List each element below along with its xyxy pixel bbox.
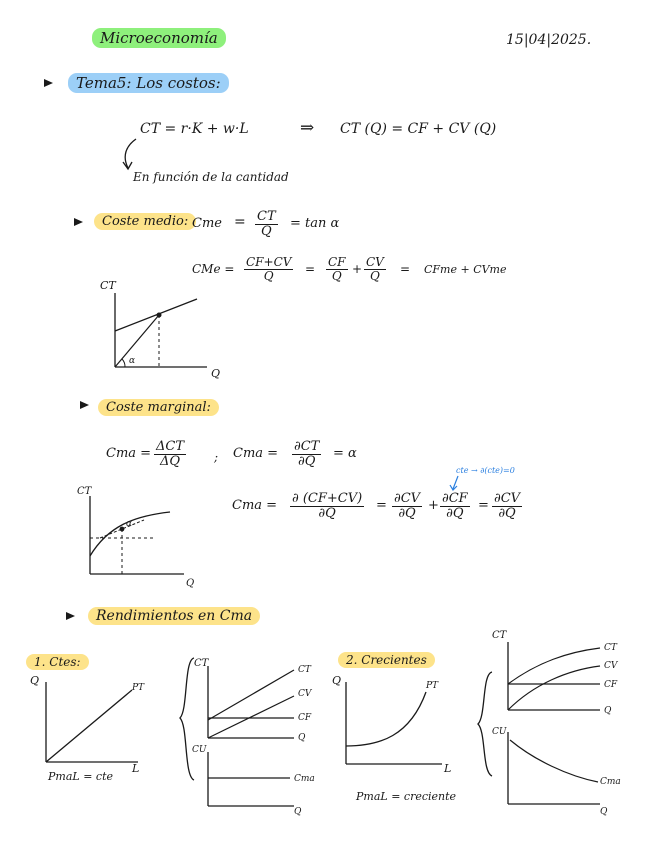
marginal-cost-graph [72, 486, 204, 590]
graph-y-label: Q [30, 674, 40, 687]
ct-over-q-fraction [255, 210, 278, 240]
pma-caption: PmaL = creciente [356, 790, 457, 803]
curve-label-cf: CF [604, 680, 618, 690]
fraction-numerator: ∂ (CF+CV) [292, 491, 363, 506]
implies-arrow: ⇒ [300, 118, 315, 138]
constantes-heading: 1. Ctes: [26, 654, 89, 670]
curve-label-cma: Cma [294, 774, 315, 784]
graph-x-label: Q [211, 367, 221, 380]
equals-sign: = [234, 214, 246, 230]
fraction-denominator: Q [370, 269, 380, 284]
curve-label-q: Q [604, 706, 612, 716]
cme-lhs: CMe = [192, 262, 235, 276]
equals-sign: = [400, 262, 411, 276]
cf-cv-over-q [244, 256, 293, 283]
cme-result: CFme + CVme [424, 263, 507, 276]
ct-graph-constant [190, 656, 330, 816]
separator: ; [214, 450, 219, 464]
pma-caption: PmaL = cte [48, 770, 113, 783]
cme-label: Cme [192, 216, 222, 231]
fraction-denominator: ∂Q [398, 506, 416, 522]
rendimientos-heading: Rendimientos en Cma [88, 607, 260, 625]
equals-sign: = [305, 262, 316, 276]
cma-expand-lhs: Cma = [232, 498, 278, 513]
ct-formula-lhs: CT = r·K + w·L [140, 121, 249, 137]
graph-y-label: CT [100, 279, 116, 292]
curve-label-cv: CV [604, 661, 618, 671]
curve-label-q: Q [298, 733, 306, 743]
pt-curve-label: PT [132, 683, 145, 693]
coste-marginal-heading: Coste marginal: [98, 399, 219, 416]
fraction-denominator: ∂Q [498, 506, 516, 522]
ct-formula-rhs: CT (Q) = CF + CV (Q) [340, 121, 497, 137]
cv-over-q [364, 256, 386, 283]
fraction-numerator: CV [366, 255, 384, 269]
pt-curve-label: PT [426, 681, 439, 691]
fraction-denominator: Q [260, 224, 272, 240]
curve-label-ct: CT [298, 665, 311, 675]
bullet-icon [80, 401, 89, 409]
graph-y-label: Q [332, 674, 342, 687]
graph-y-label: CU [192, 745, 207, 755]
fraction-numerator: ∂CV [494, 491, 521, 506]
fraction-denominator: ∂Q [446, 506, 464, 522]
bullet-icon [74, 218, 83, 226]
plus-sign: + [428, 498, 439, 513]
curve-label-cf: CF [298, 713, 312, 723]
crecientes-heading: 2. Crecientes [338, 652, 435, 668]
notes-title: Microeconomía [92, 28, 226, 48]
coste-medio-heading: Coste medio: [94, 213, 196, 230]
equals-alpha: = α [333, 446, 357, 461]
curve-label-cv: CV [298, 689, 312, 699]
fraction-denominator: ΔQ [159, 454, 181, 470]
fraction-denominator: Q [331, 269, 342, 284]
graph-angle-label: α [126, 519, 133, 529]
average-cost-graph [95, 275, 230, 380]
date-label: 15|04|2025. [506, 32, 592, 48]
partial-fraction [292, 440, 321, 470]
delta-fraction [154, 440, 186, 470]
bullet-icon [66, 612, 75, 620]
graph-x-label: L [444, 762, 452, 775]
equals-sign: = [478, 498, 489, 513]
fraction-numerator: ΔCT [156, 439, 185, 454]
expand-fraction-2 [392, 492, 422, 522]
graph-angle-label: α [129, 356, 136, 366]
curve-label-ct: CT [604, 643, 617, 653]
fraction-numerator: ∂CF [442, 491, 468, 506]
fraction-numerator: CF [328, 255, 346, 269]
graph-y-label: CT [492, 630, 507, 641]
fraction-numerator: ∂CT [294, 439, 320, 454]
equals-sign: = [376, 498, 387, 513]
pt-graph-constant [28, 674, 154, 784]
expand-fraction-4 [492, 492, 522, 522]
topic-title: Tema5: Los costos: [68, 73, 229, 93]
fraction-denominator: Q [263, 269, 274, 284]
tan-alpha: = tan α [290, 216, 340, 231]
graph-y-label: CT [77, 486, 92, 497]
bullet-icon [44, 79, 53, 87]
curve-label-q: Q [294, 807, 302, 817]
pt-graph-increasing [330, 674, 460, 784]
cma-lhs: Cma = [106, 446, 152, 461]
fraction-numerator: CT [257, 209, 276, 224]
expand-fraction-3 [440, 492, 470, 522]
graph-y-label: CT [194, 658, 209, 669]
annotation-arrow-icon [448, 474, 462, 492]
graph-y-label: CU [492, 727, 507, 737]
cma-lhs-2: Cma = [233, 446, 279, 461]
fraction-numerator: ∂CV [394, 491, 421, 506]
fraction-numerator: CF+CV [246, 255, 292, 269]
graph-x-label: Q [186, 578, 195, 589]
plus-sign: + [352, 262, 363, 276]
expand-fraction-1 [290, 492, 364, 522]
curve-label-q: Q [600, 807, 608, 817]
function-note: En función de la cantidad [133, 170, 289, 184]
graph-x-label: L [132, 762, 140, 775]
derivative-annotation: cte → ∂(cte)=0 [456, 466, 515, 475]
ct-graph-increasing [488, 628, 648, 824]
curve-label-cma: Cma [600, 777, 621, 787]
cf-over-q [326, 256, 348, 283]
fraction-denominator: ∂Q [318, 506, 336, 522]
fraction-denominator: ∂Q [297, 454, 316, 470]
